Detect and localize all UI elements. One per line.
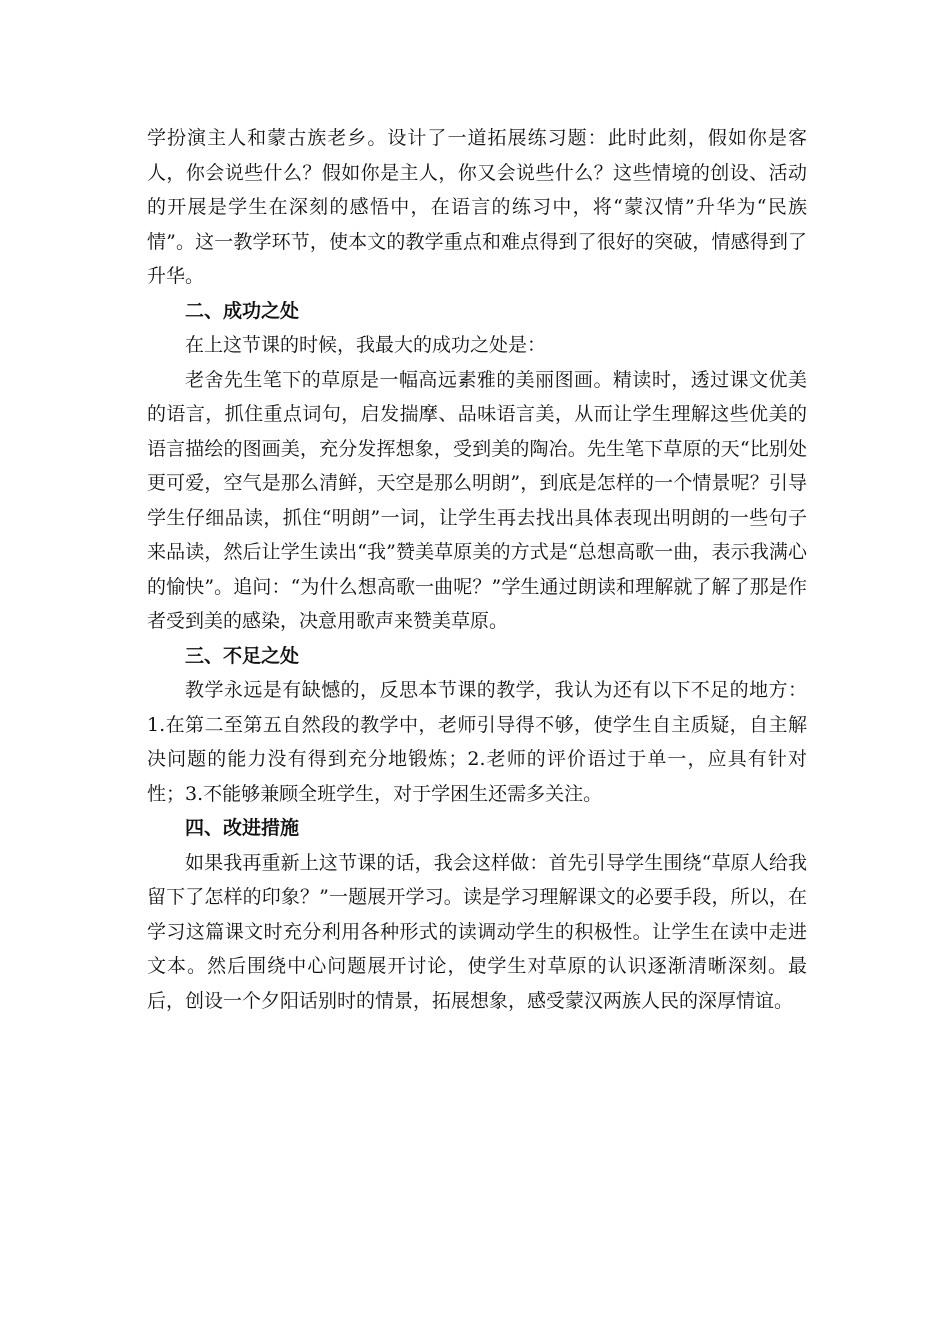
- section-heading-improvements: 四、改进措施: [185, 817, 300, 839]
- intro-paragraph: 学扮演主人和蒙古族老乡。设计了一道拓展练习题：此时此刻，假如你是客人，你会说些什么？假如你是主人，你又会说些什么？这些情境的创设、活动的开展是学生在深刻的感悟中，在语言的练习中，将“蒙汉情”升华为“民族情”。这一教学环节，使本文的教学重点和难点得到了很好的突破，情感得到了升华。: [147, 127, 807, 287]
- section-heading-shortcomings: 三、不足之处: [185, 644, 300, 667]
- document-body: [147, 121, 807, 1018]
- shortcomings-paragraph: 教学永远是有缺憾的，反思本节课的教学，我认为还有以下不足的地方：1.在第二至第五自然段的教学中，老师引导得不够，使学生自主质疑，自主解决问题的能力没有得到充分地锻炼；2.老师的评价语过于单一，应具有针对性；3.不能够兼顾全班学生，对于学困生还需多关注。: [147, 679, 807, 805]
- success-intro-paragraph: 在上这节课的时候，我最大的成功之处是：: [185, 334, 547, 356]
- section-heading-success: 二、成功之处: [185, 299, 300, 322]
- success-detail-paragraph: 老舍先生笔下的草原是一幅高远素雅的美丽图画。精读时，透过课文优美的语言，抓住重点词句，启发揣摩、品味语言美，从而让学生理解这些优美的语言描绘的图画美，充分发挥想象，受到美的陶冶。先生笔下草原的天“比别处更可爱，空气是那么清鲜，天空是那么明朗”，到底是怎样的一个情景呢？引导学生仔细品读，抓住“明朗”一词，让学生再去找出具体表现出明朗的一些句子来品读，然后让学生读出“我”赞美草原美的方式是“总想高歌一曲，表示我满心的愉快”。追问：“为什么想高歌一曲呢？”学生通过朗读和理解就了解了那是作者受到美的感染，决意用歌声来赞美草原。: [147, 368, 807, 632]
- improvements-paragraph: 如果我再重新上这节课的话，我会这样做：首先引导学生围绕“草原人给我留下了怎样的印象？”一题展开学习。读是学习理解课文的必要手段，所以，在学习这篇课文时充分利用各种形式的读调动学生的积极性。让学生在读中走进文本。然后围绕中心问题展开讨论，使学生对草原的认识逐渐清晰深刻。最后，创设一个夕阳话别时的情景，拓展想象，感受蒙汉两族人民的深厚情谊。: [147, 851, 807, 1012]
